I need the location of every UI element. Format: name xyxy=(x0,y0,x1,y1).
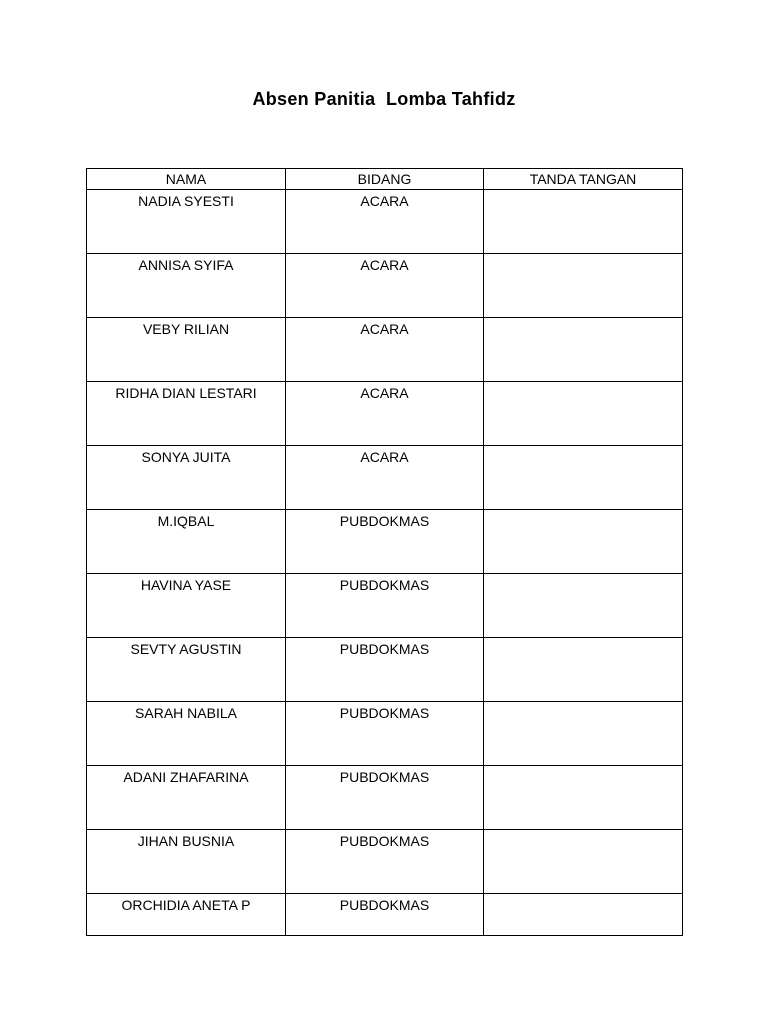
cell-nama: ANNISA SYIFA xyxy=(87,254,286,318)
cell-tanda-tangan xyxy=(484,190,683,254)
cell-tanda-tangan xyxy=(484,318,683,382)
cell-nama: SARAH NABILA xyxy=(87,702,286,766)
cell-tanda-tangan xyxy=(484,830,683,894)
cell-nama: RIDHA DIAN LESTARI xyxy=(87,382,286,446)
header-bidang: BIDANG xyxy=(286,169,484,190)
table-row xyxy=(87,830,683,894)
cell-bidang: PUBDOKMAS xyxy=(286,510,484,574)
table-row xyxy=(87,254,683,318)
header-tanda-tangan: TANDA TANGAN xyxy=(484,169,683,190)
cell-nama: HAVINA YASE xyxy=(87,574,286,638)
table-row xyxy=(87,574,683,638)
cell-tanda-tangan xyxy=(484,638,683,702)
cell-bidang: ACARA xyxy=(286,254,484,318)
table-row xyxy=(87,702,683,766)
cell-tanda-tangan xyxy=(484,766,683,830)
cell-nama: SEVTY AGUSTIN xyxy=(87,638,286,702)
cell-bidang: PUBDOKMAS xyxy=(286,574,484,638)
cell-nama: SONYA JUITA xyxy=(87,446,286,510)
cell-tanda-tangan xyxy=(484,446,683,510)
table-header-row xyxy=(87,169,683,190)
cell-bidang: ACARA xyxy=(286,382,484,446)
cell-nama: M.IQBAL xyxy=(87,510,286,574)
cell-nama: VEBY RILIAN xyxy=(87,318,286,382)
cell-tanda-tangan xyxy=(484,894,683,936)
cell-bidang: PUBDOKMAS xyxy=(286,702,484,766)
table-row xyxy=(87,382,683,446)
cell-tanda-tangan xyxy=(484,254,683,318)
table-row xyxy=(87,190,683,254)
cell-nama: ORCHIDIA ANETA P xyxy=(87,894,286,936)
table-row xyxy=(87,446,683,510)
cell-bidang: PUBDOKMAS xyxy=(286,894,484,936)
table-row xyxy=(87,894,683,936)
attendance-table xyxy=(86,168,683,936)
header-nama: NAMA xyxy=(87,169,286,190)
table-row xyxy=(87,638,683,702)
cell-tanda-tangan xyxy=(484,382,683,446)
table-row xyxy=(87,766,683,830)
cell-nama: NADIA SYESTI xyxy=(87,190,286,254)
cell-tanda-tangan xyxy=(484,574,683,638)
cell-tanda-tangan xyxy=(484,702,683,766)
cell-bidang: PUBDOKMAS xyxy=(286,638,484,702)
cell-bidang: PUBDOKMAS xyxy=(286,766,484,830)
cell-bidang: ACARA xyxy=(286,446,484,510)
table-row xyxy=(87,510,683,574)
cell-nama: ADANI ZHAFARINA xyxy=(87,766,286,830)
cell-bidang: ACARA xyxy=(286,318,484,382)
table-row xyxy=(87,318,683,382)
cell-nama: JIHAN BUSNIA xyxy=(87,830,286,894)
cell-tanda-tangan xyxy=(484,510,683,574)
cell-bidang: PUBDOKMAS xyxy=(286,830,484,894)
cell-bidang: ACARA xyxy=(286,190,484,254)
page-title: Absen Panitia Lomba Tahfidz xyxy=(252,89,516,109)
